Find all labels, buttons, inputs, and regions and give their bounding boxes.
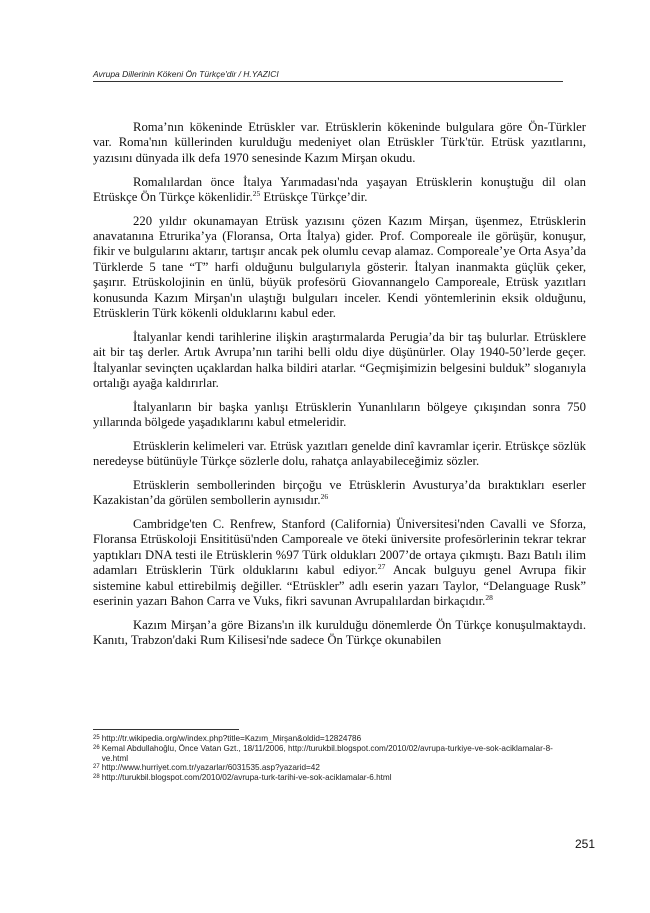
footnote-25 bbox=[93, 734, 573, 744]
body-text bbox=[93, 120, 586, 657]
paragraph-2-text: Romalılardan önce İtalya Yarımadası'nda yaşayan Etrüsklerin konuştuğu dil olan Etrüskçe Ön Türkçe kökenlidir. bbox=[93, 174, 586, 204]
footnote-number: 25 bbox=[93, 735, 100, 741]
footnote-26 bbox=[93, 744, 573, 764]
paragraph-7 bbox=[93, 478, 586, 509]
footnote-number: 28 bbox=[93, 774, 100, 781]
footnote-27 bbox=[93, 763, 573, 773]
footnote-ref-27[interactable]: 27 bbox=[377, 562, 386, 572]
footnote-ref-28[interactable]: 28 bbox=[485, 593, 493, 603]
paragraph-8-text: Cambridge'ten C. Renfrew, Stanford (California) Üniversitesi'nden Cavalli ve Sforza, Floransa Etrüskoloji Ensititüsü'nden Camporeale ve öteki üniversite profesörlerinin tekrar tekrar yaptıkları DNA testi ile Etrüsklerin %97 Türk oldukları 2007’de ortaya çıkmıştı. Bazı Batılı ilim adamları Etrüsklerin Türk olduklarını kabul ediyor. bbox=[93, 517, 586, 578]
paragraph-6: Etrüsklerin kelimeleri var. Etrüsk yazıtları genelde dinî kavramlar içerir. Etrüskçe sözlük neredeyse bütünüyle Türkçe sözlerle dolu, rahatça anlayabileceğimiz sözler. bbox=[93, 438, 586, 469]
footnote-text[interactable]: http://www.hurriyet.com.tr/yazarlar/6031535.asp?yazarid=42 bbox=[101, 763, 320, 773]
paragraph-4: İtalyanlar kendi tarihlerine ilişkin araştırmalarda Perugia’da bir taş bulurlar. Etrüsklere ait bir taş derler. Artık Avrupa’nın tarihi belli oldu diye düşünürler. Olay 1940-50’lerde geçer. İtalyanlar sevinçten uçaklardan halka bildiri atarlar. “Geçmişimizin belgesini bulduk” sloganıyla ortalığı ayağa kaldırırlar. bbox=[93, 329, 586, 390]
page-number: 251 bbox=[574, 837, 595, 851]
footnote-ref-25[interactable]: 25 bbox=[252, 188, 261, 198]
footnote-number: 27 bbox=[93, 764, 100, 771]
footnote-text[interactable]: Kemal Abdullahoğlu, Önce Vatan Gzt., 18/11/2006, http://turukbil.blogspot.com/2010/02/avrupa-turkiye-ve-sok-aciklamalar-8-ve.html bbox=[101, 743, 553, 763]
footnote-number: 26 bbox=[93, 744, 100, 751]
footnote-28 bbox=[93, 773, 573, 783]
paragraph-8-text-end: Ancak bulguyu genel Avrupa fikir sistemine kabul ettirebilmiş değiller. “Etrüskler” adlı eserin yazarı Taylor, “Delanguage Rusk” eserinin yazarı Bahon Carra ve Vuks, fikri savunan Avrupalılardan birkaçıdır. bbox=[93, 563, 586, 609]
paragraph-2-text-end: Etrüskçe Türkçe’dir. bbox=[260, 189, 368, 204]
paragraph-1: Roma’nın kökeninde Etrüskler var. Etrüsklerin kökeninde bulgulara göre Ön-Türkler var. Roma'nın küllerinden kurulduğu medeniyet olan Etrüskler Türk'tür. Etrüsk yazıtlarını, yazısını dünyada ilk defa 1970 senesinde Kazım Mirşan okudu. bbox=[93, 120, 586, 165]
running-header: Avrupa Dillerinin Kökeni Ön Türkçe'dir / H.YAZICI bbox=[93, 69, 563, 82]
footnotes bbox=[93, 734, 573, 783]
footnote-text[interactable]: http://tr.wikipedia.org/w/index.php?title=Kazım_Mirşan&oldid=12824786 bbox=[101, 734, 362, 743]
paragraph-2 bbox=[93, 175, 586, 206]
paragraph-5: İtalyanların bir başka yanlışı Etrüsklerin Yunanlıların bölgeye çıkışından sonra 750 yıllarında bölgede yaşadıklarını kabul etmeleridir. bbox=[93, 399, 586, 430]
paragraph-8 bbox=[93, 517, 586, 609]
footnote-separator bbox=[93, 729, 239, 730]
paragraph-7-text: Etrüsklerin sembollerinden birçoğu ve Etrüsklerin Avusturya’da bıraktıkları eserler Kazakistan’da görülen sembollerin aynısıdır. bbox=[93, 477, 586, 508]
paragraph-9: Kazım Mirşan’a göre Bizans'ın ilk kurulduğu dönemlerde Ön Türkçe konuşulmaktaydı. Kanıtı, Trabzon'daki Rum Kilisesi'nde sadece Ön Türkçe okunabilen bbox=[93, 617, 586, 648]
footnote-text[interactable]: http://turukbil.blogspot.com/2010/02/avrupa-turk-tarihi-ve-sok-aciklamalar-6.html bbox=[101, 773, 392, 783]
footnote-ref-26[interactable]: 26 bbox=[320, 492, 329, 502]
paragraph-3: 220 yıldır okunamayan Etrüsk yazısını çözen Kazım Mirşan, üşenmez, Etrüsklerin anavatanına Etrurika’ya (Floransa, Orta İtalya) gider. Prof. Comporeale ile görüşür, konuşur, fikir ve bulgularını aktarır, tartışır ancak pek olumlu cevap alamaz. Comporeale’ye Orta Asya’da Türklerde 5 tane “T” harfi olduğunu bulgularıyla gösterir. İtalyan inanmakta güçlük çeker, şaşırır. Etrüskolojinin en ünlü, büyük profesörü Giovannangelo Camporeale, Etrüsk yazıtları konusunda Kazım Mirşan'ın ulaştığı bulguları inceler. Kendi yöntemlerinin eksik olduğunu, Etrüsklerin Türk kökenli olduklarını kabul eder. bbox=[93, 213, 586, 321]
